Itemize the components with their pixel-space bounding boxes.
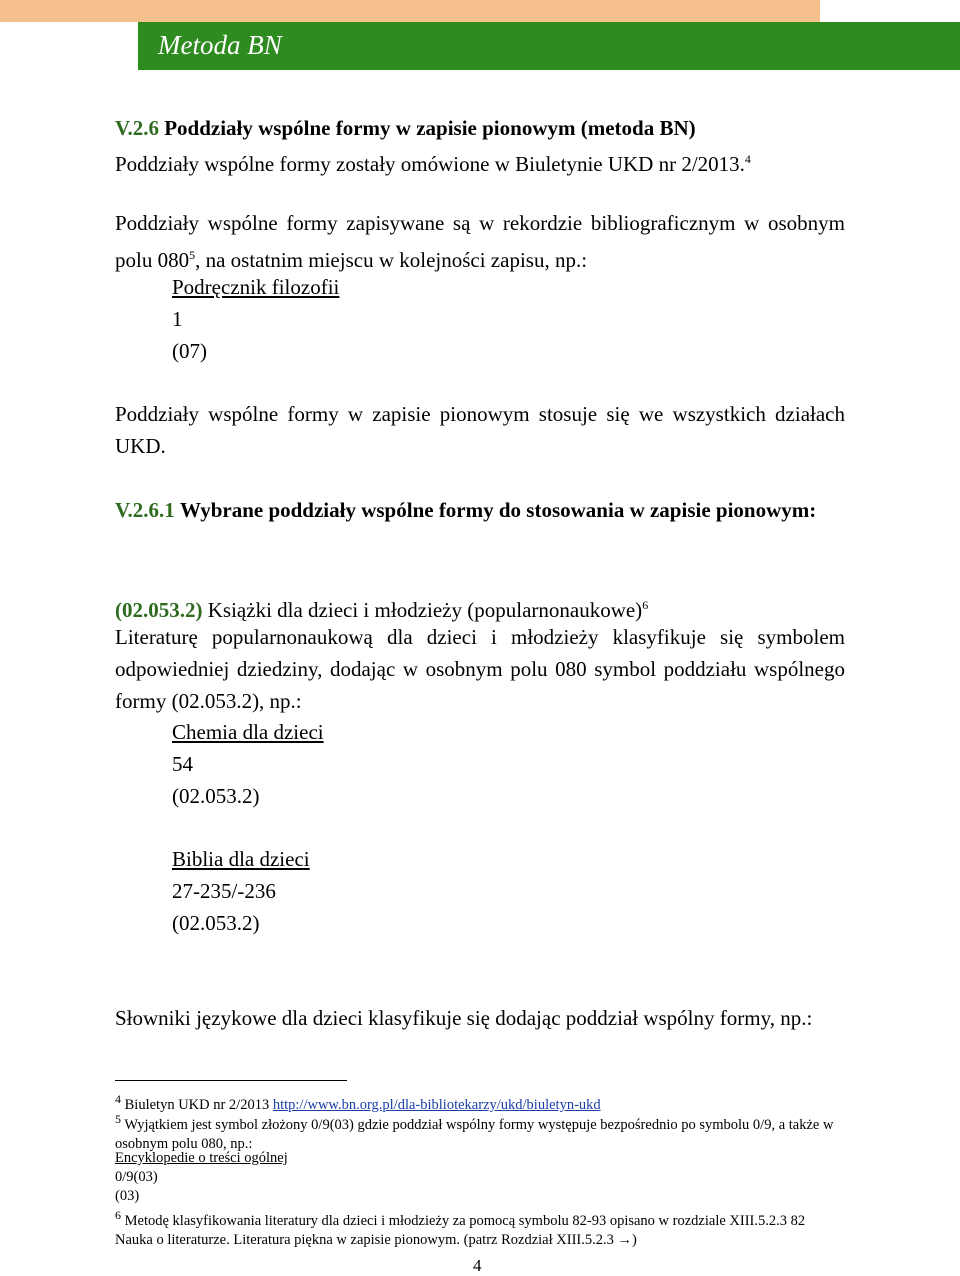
paragraph-1: Poddziały wspólne formy zapisywane są w rekordzie bibliograficznym w osobnym polu $080^5$, na ostatnim miejscu w kolejności zapisu, np.:	[115, 211, 845, 272]
section-intro: Poddziały wspólne formy zostały omówione w Biuletynie UKD nr 2/2013.$^4$	[115, 152, 751, 176]
example-3-form: (02.053.2)	[172, 911, 260, 935]
example-1-symbol: 1	[172, 307, 183, 331]
example-2-symbol: 54	[172, 752, 193, 776]
footnote-ref-4[interactable]: 4	[744, 152, 751, 166]
paragraph-2: Poddziały wspólne formy w zapisie pionowym stosuje się we wszystkich działach UKD.	[115, 402, 845, 458]
footnote-ref-6[interactable]: 6	[642, 598, 649, 612]
paragraph-4: Słowniki językowe dla dzieci klasyfikuje się dodając poddział wspólny formy, np.:	[115, 1006, 813, 1030]
code-line	[115, 591, 648, 624]
code: (02.053.2)	[115, 598, 203, 622]
footnote-5: $^5$ Wyjątkiem jest symbol złożony 0/9(03) gdzie poddział wspólny formy występuje bezpośrednio po symbolu 0/9, a także w osobnym polu 080, np.:	[115, 1112, 834, 1152]
subsection-heading	[115, 494, 845, 526]
footnote-separator	[115, 1080, 347, 1081]
example-2-form: (02.053.2)	[172, 784, 260, 808]
subsection-number: V.2.6.1	[115, 498, 175, 522]
footnote-6: $^6$ Metodę klasyfikowania literatury dla dzieci i młodzieży za pomocą symbolu 82-93 opisano w rozdziale XIII.5.2.3 82 Nauka o literaturze. Literatura piękna w zapisie pionowym. (patrz Rozdział XIII.5.2.3 →)	[115, 1208, 806, 1248]
footnote-5-example-symbol: 0/9(03)	[115, 1169, 158, 1185]
subsection-title: Wybrane poddziały wspólne formy do stosowania w zapisie pionowym:	[179, 498, 817, 522]
example-3-title: Biblia dla dzieci	[172, 847, 310, 871]
footnote-ref-5[interactable]: 5	[189, 248, 196, 262]
page-number: 4	[473, 1256, 482, 1275]
code-description: Książki dla dzieci i młodzieży (popularnonaukowe)	[207, 598, 643, 622]
paragraph-3: Literaturę popularnonaukową dla dzieci i młodzieży klasyfikuje się symbolem odpowiedniej dziedziny, dodając w osobnym polu 080 symbol poddziału wspólnego formy (02.053.2), np.:	[115, 625, 845, 713]
header-title: Metoda BN	[158, 30, 282, 60]
header-band	[138, 22, 960, 70]
biuletyn-link[interactable]: http://www.bn.org.pl/dla-bibliotekarzy/ukd/biuletyn-ukd	[272, 1096, 601, 1113]
footnote-4: $^4$ Biuletyn UKD nr 2/2013 http://www.bn.org.pl/dla-bibliotekarzy/ukd/biuletyn-ukd	[115, 1092, 601, 1113]
example-2-title: Chemia dla dzieci	[172, 720, 324, 744]
section-title: Poddziały wspólne formy w zapisie pionowym (metoda BN)	[164, 116, 696, 140]
arrow-icon: →	[617, 1231, 632, 1248]
example-3-symbol: 27-235/-236	[172, 879, 276, 903]
section-heading	[115, 114, 696, 142]
section-number: V.2.6	[115, 116, 159, 140]
example-1-title: Podręcznik filozofii	[172, 275, 340, 299]
example-1-form: (07)	[172, 339, 207, 363]
footnote-5-example-title: Encyklopedie o treści ogólnej	[115, 1150, 288, 1166]
footnote-5-example-form: (03)	[115, 1188, 140, 1204]
top-accent-bar	[0, 0, 820, 22]
